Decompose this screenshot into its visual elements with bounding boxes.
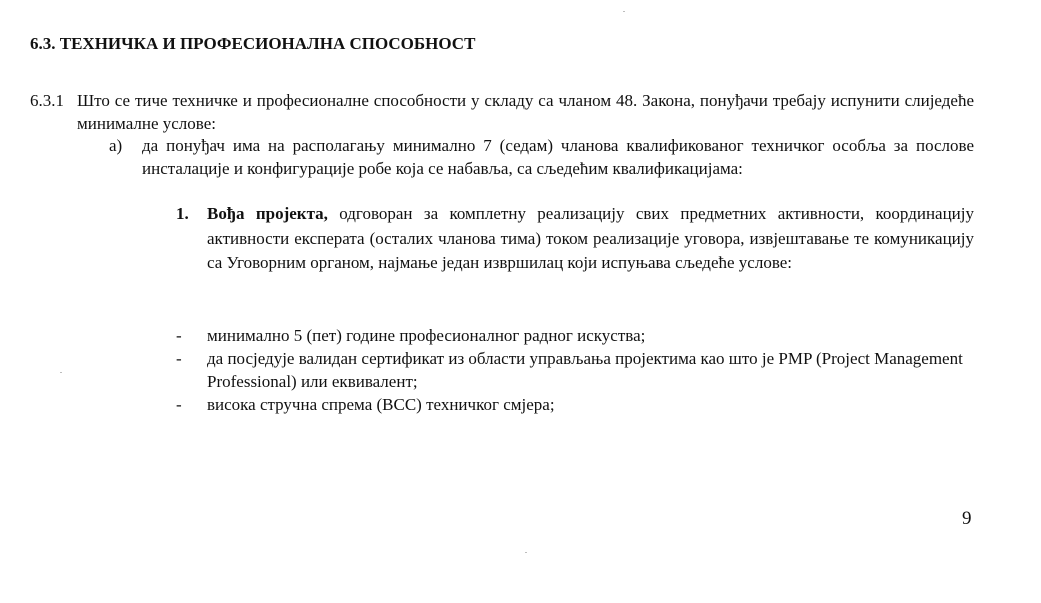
qualification-role: Вођа пројекта, <box>207 204 328 223</box>
scan-speck <box>60 372 62 373</box>
qualification-number: 1. <box>176 204 189 223</box>
dash-marker: - <box>176 326 182 345</box>
scan-speck <box>623 11 625 12</box>
list-item <box>176 347 974 393</box>
qualification-text <box>207 202 974 276</box>
list-item <box>176 324 974 347</box>
clause-number: 6.3.1 <box>30 91 64 110</box>
qualification-description: одговоран за комплетну реализацију свих предметних активности, координацију активности експерата (осталих чланова тима) током реализације уговора, извјештавање те комуникацију са Уговорним органом, најмање један извршилац који испуњава сљедеће услове: <box>207 204 975 272</box>
dash-marker: - <box>176 395 182 414</box>
sub-item-letter: а) <box>109 136 123 155</box>
dash-marker: - <box>176 349 182 368</box>
page-number: 9 <box>962 508 972 529</box>
scan-speck <box>525 552 527 553</box>
clause-text: Што се тиче техничке и професионалне способности у складу са чланом 48. Закона, понуђачи требају испунити слиједеће минималне услове: <box>77 91 974 133</box>
section-heading: 6.3. ТЕХНИЧКА И ПРОФЕСИОНАЛНА СПОСОБНОСТ <box>30 34 476 53</box>
requirement-text: минимално 5 (пет) године професионалног радног искуства; <box>207 326 646 345</box>
requirements-list <box>176 324 974 416</box>
list-item <box>176 393 974 416</box>
requirement-text: да посједује валидан сертификат из области управљања пројектима као што је PMP (Project Management Professional) или еквивалент; <box>207 349 963 391</box>
requirement-text: висока стручна спрема (ВСС) техничког смјера; <box>207 395 555 414</box>
sub-item-text: да понуђач има на располагању минимално 7 (седам) чланова квалификованог техничког особља за послове инсталације и конфигурације робе која се набавља, са сљедећим квалификацијама: <box>142 136 974 178</box>
